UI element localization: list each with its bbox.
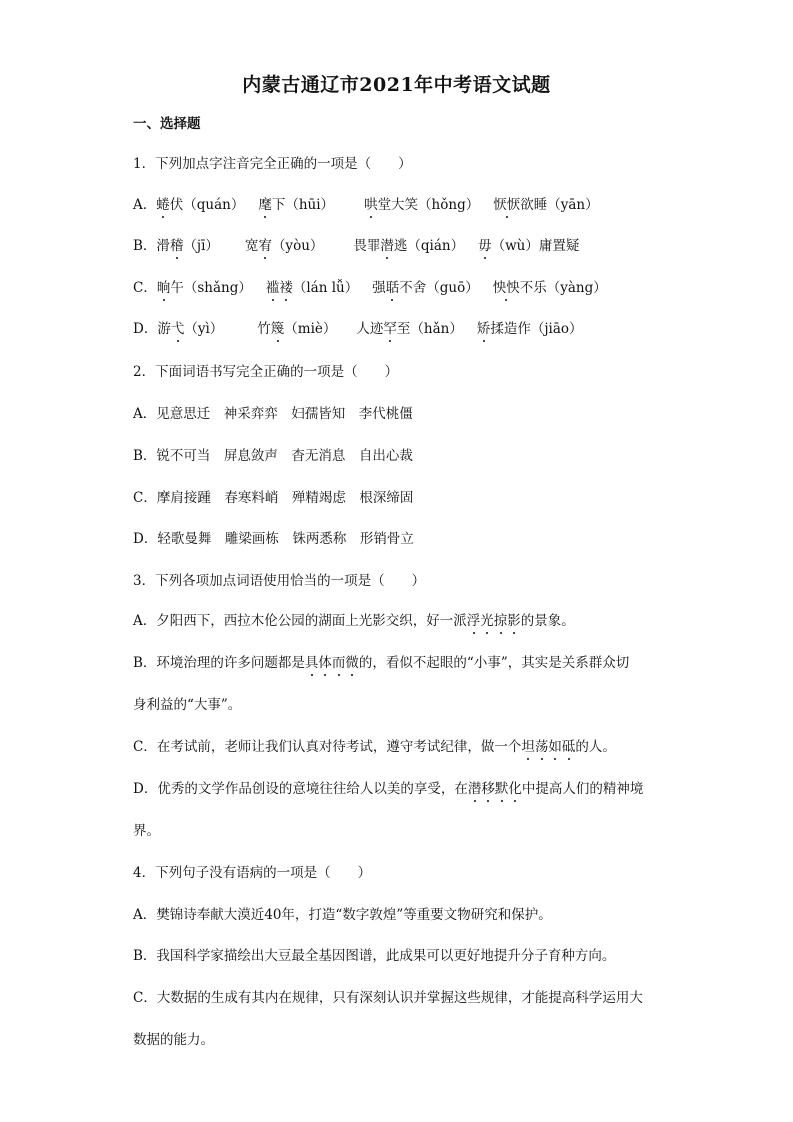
dotted-character: 而 bbox=[331, 655, 346, 671]
question-3-option-d-continued: 界。 bbox=[133, 823, 160, 839]
dotted-character: 具 bbox=[304, 655, 319, 671]
question-2-option-d: D．轻歌曼舞 雕梁画栋 铢两悉称 形销骨立 bbox=[133, 531, 414, 547]
dotted-character: 光 bbox=[480, 613, 494, 629]
question-3-option-a: A．夕阳西下，西拉木伦公园的湖面上光影交织，好一派浮光掠影的景象。 bbox=[133, 613, 575, 629]
dotted-character: 砥 bbox=[561, 739, 576, 755]
dotted-character: 掠 bbox=[493, 613, 508, 629]
question-1-option-a: A．蜷伏（quán） 麾下（hūi） 哄堂大笑（hǒng） 恹恹欲睡（yān） bbox=[133, 197, 599, 213]
dotted-character: 浮 bbox=[466, 613, 481, 629]
dotted-character: 如 bbox=[548, 739, 562, 755]
dotted-character: 影 bbox=[507, 613, 521, 629]
dotted-character: 默 bbox=[494, 781, 509, 797]
dotted-character: 微 bbox=[345, 655, 359, 671]
dotted-character: 体 bbox=[318, 655, 332, 671]
dotted-character: 化 bbox=[508, 781, 522, 797]
question-2-stem: 2．下面词语书写完全正确的一项是（ ） bbox=[133, 364, 399, 380]
question-1-option-d: D．游弋（yì） 竹篾（miè） 人迹罕至（hǎn） 矫揉造作（jiāo） bbox=[133, 321, 583, 337]
question-3-option-c: C．在考试前，老师让我们认真对待考试，遵守考试纪律，做一个坦荡如砥的人。 bbox=[133, 739, 616, 755]
dotted-term bbox=[521, 739, 575, 755]
dotted-term bbox=[305, 655, 359, 671]
question-3-option-b: B．环境治理的许多问题都是具体而微的，看似不起眼的“小事”，其实是关系群众切 bbox=[133, 655, 630, 671]
page-title: 内蒙古通辽市2021年中考语文试题 bbox=[242, 74, 551, 96]
question-1-stem: 1．下列加点字注音完全正确的一项是（ ） bbox=[133, 156, 412, 172]
question-2-option-b: B．锐不可当 屏息敛声 杳无消息 自出心裁 bbox=[133, 448, 413, 464]
question-2-option-a: A．见意思迁 神采弈弈 妇孺皆知 李代桃僵 bbox=[133, 406, 413, 422]
question-4-option-a: A．樊锦诗奉献大漠近40年，打造“数字敦煌”等重要文物研究和保护。 bbox=[133, 907, 552, 923]
dotted-character: 潜 bbox=[467, 781, 482, 797]
question-4-option-b: B．我国科学家描绘出大豆最全基因图谱，此成果可以更好地提升分子育种方向。 bbox=[133, 948, 616, 964]
dotted-character: 荡 bbox=[534, 739, 549, 755]
question-2-option-c: C．摩肩接踵 春寒料峭 殚精竭虑 根深缔固 bbox=[133, 490, 414, 506]
dotted-term bbox=[467, 613, 521, 629]
question-4-option-c: C．大数据的生成有其内在规律，只有深刻认识并掌握这些规律，才能提高科学运用大 bbox=[133, 990, 643, 1006]
question-4-stem: 4．下列句子没有语病的一项是（ ） bbox=[133, 865, 372, 881]
section-heading: 一、选择题 bbox=[133, 116, 201, 132]
question-1-option-b: B．滑稽（jī） 宽宥（yòu） 畏罪潜逃（qián） 毋（wù）庸置疑 bbox=[133, 238, 580, 254]
question-4-option-c-continued: 数据的能力。 bbox=[133, 1032, 214, 1048]
question-3-option-d: D．优秀的文学作品创设的意境往往给人以美的享受，在潜移默化中提高人们的精神境 bbox=[133, 781, 644, 797]
question-3-option-b-continued: 身利益的“大事”。 bbox=[133, 697, 242, 713]
dotted-character: 坦 bbox=[521, 739, 535, 755]
question-3-stem: 3．下列各项加点词语使用恰当的一项是（ ） bbox=[133, 573, 426, 589]
dotted-term bbox=[468, 781, 522, 797]
dotted-character: 移 bbox=[481, 781, 495, 797]
question-1-option-c: C．晌午（shǎng） 褴褛（lán lǚ） 强聒不舍（guō） 怏怏不乐（yàng） bbox=[133, 280, 607, 296]
